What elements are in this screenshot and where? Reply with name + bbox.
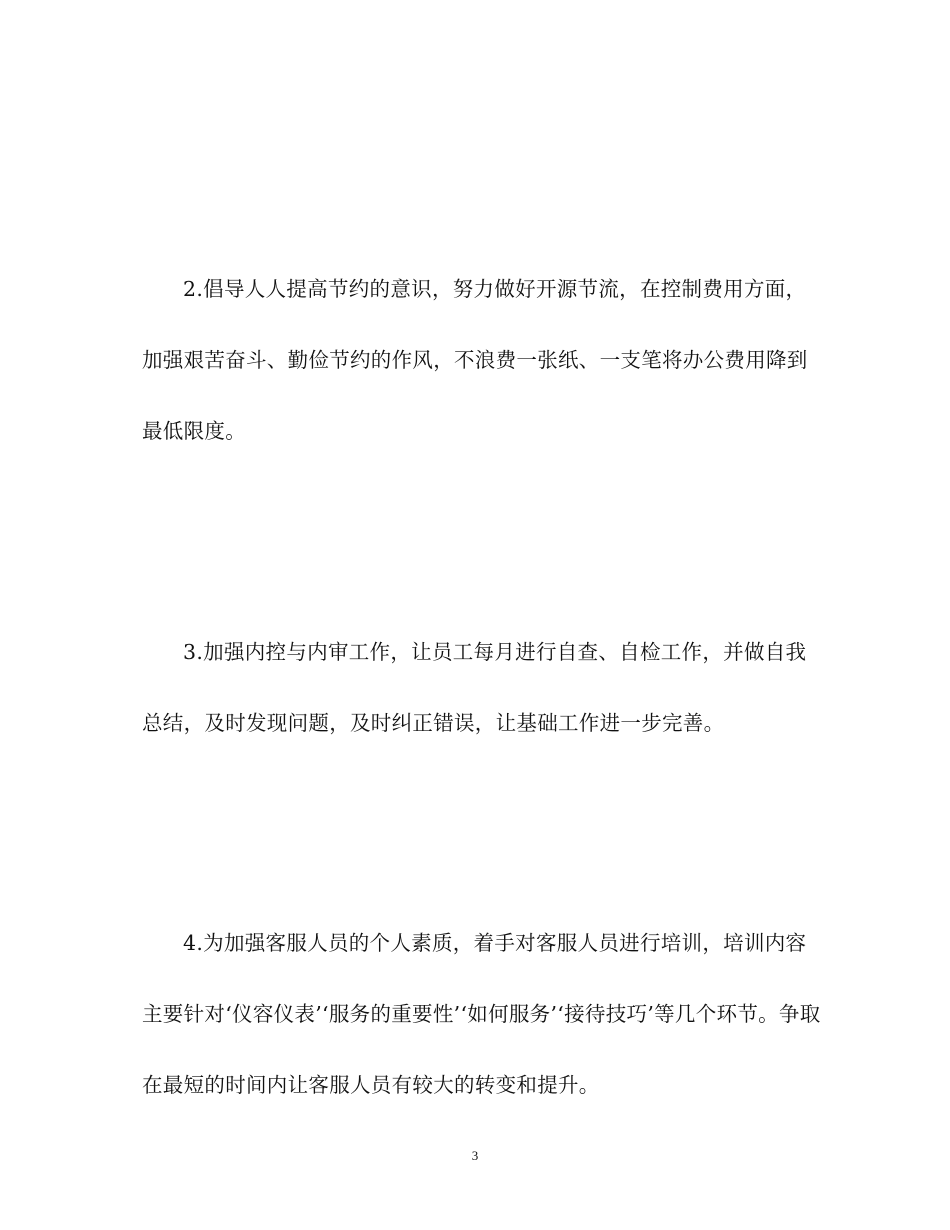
paragraph-item-2: 2.倡导人人提高节约的意识，努力做好开源节流，在控制费用方面，加强艰苦奋斗、勤俭节约的作风，不浪费一张纸、一支笔将办公费用降到最低限度。 [142, 277, 808, 443]
paragraph-item-3: 3.加强内控与内审工作，让员工每月进行自查、自检工作，并做自我总结，及时发现问题，及时纠正错误，让基础工作进一步完善。 [142, 640, 807, 735]
page-number: 3 [471, 1148, 479, 1163]
paragraph-item-4: 4.为加强客服人员的个人素质，着手对客服人员进行培训，培训内容主要针对‘仪容仪表’‘服务的重要性’‘如何服务’‘接待技巧’等几个环节。争取在最短的时间内让客服人员有较大的转变和提升。 [142, 931, 821, 1097]
